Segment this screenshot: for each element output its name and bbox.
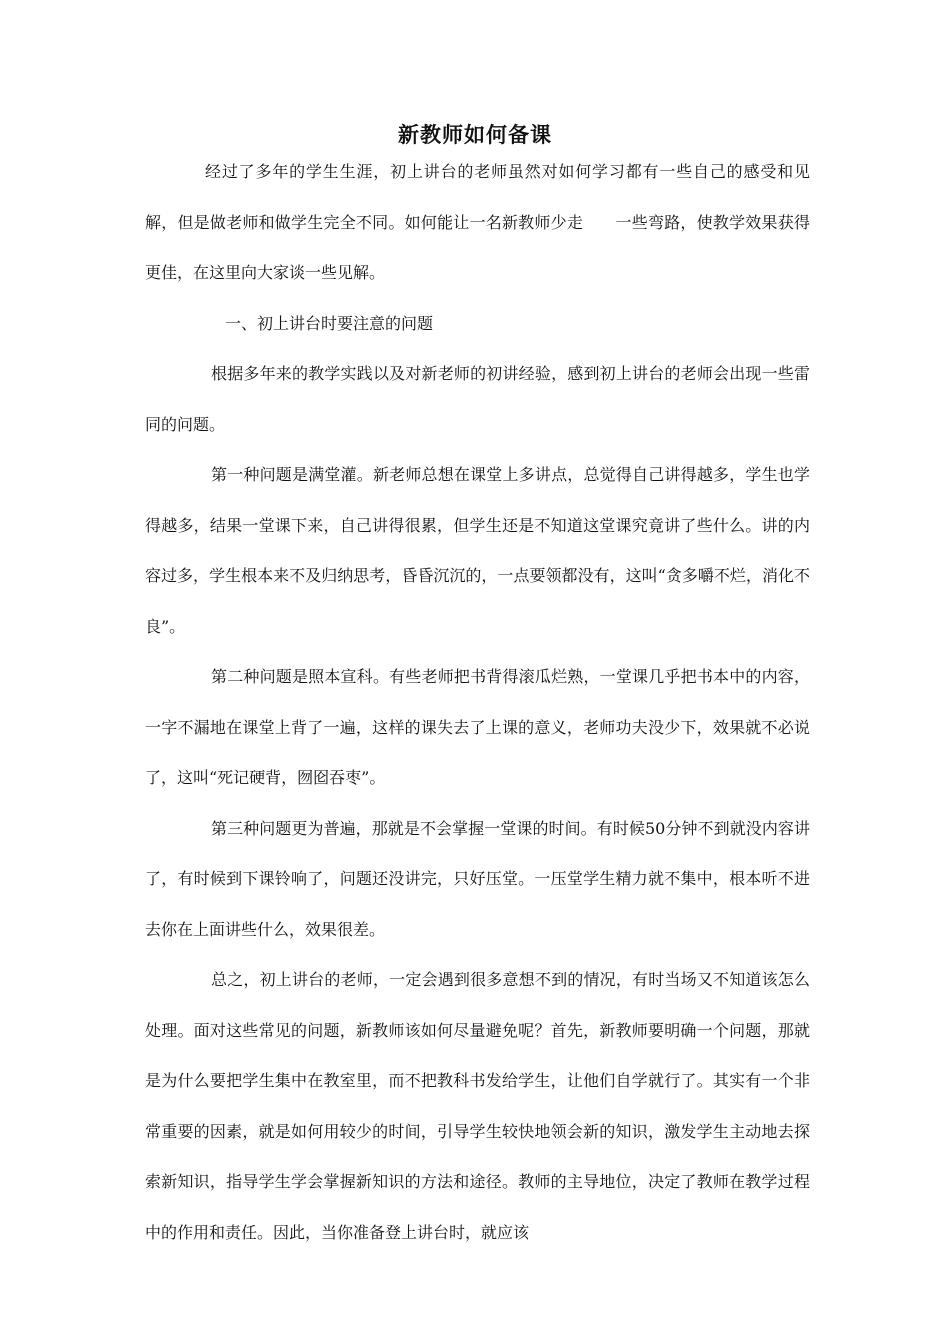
body-paragraph: 根据多年来的教学实践以及对新老师的初讲经验，感到初上讲台的老师会出现一些雷同的问题。	[145, 364, 810, 434]
document-body	[145, 147, 810, 1258]
section-heading: 一、初上讲台时要注意的问题	[225, 313, 434, 333]
document-title: 新教师如何备课	[398, 122, 552, 147]
body-paragraph: 第二种问题是照本宣科。有些老师把书背得滚瓜烂熟，一堂课几乎把书本中的内容，一字不漏地在课堂上背了一遍，这样的课失去了上课的意义，老师功夫没少下，效果就不必说了，这叫“死记硬背，囫囵吞枣”。	[145, 667, 810, 787]
intro-paragraph: 经过了多年的学生生涯，初上讲台的老师虽然对如何学习都有一些自己的感受和见解，但是做老师和做学生完全不同。如何能让一名新教师少走 一些弯路，使教学效果获得更佳，在这里向大家谈一些见解。	[145, 162, 810, 282]
body-paragraph: 总之，初上讲台的老师，一定会遇到很多意想不到的情况，有时当场又不知道该怎么处理。面对这些常见的问题，新教师该如何尽量避免呢？首先，新教师要明确一个问题，那就是为什么要把学生集中在教室里，而不把教科书发给学生，让他们自学就行了。其实有一个非常重要的因素，就是如何用较少的时间，引导学生较快地领会新的知识，激发学生主动地去探索新知识，指导学生学会掌握新知识的方法和途径。教师的主导地位，决定了教师在教学过程中的作用和责任。因此，当你准备登上讲台时，就应该	[145, 970, 810, 1242]
body-paragraph: 第三种问题更为普遍，那就是不会掌握一堂课的时间。有时候50分钟不到就没内容讲了，有时候到下课铃响了，问题还没讲完，只好压堂。一压堂学生精力就不集中，根本听不进去你在上面讲些什么，效果很差。	[145, 818, 810, 939]
body-paragraph: 第一种问题是满堂灌。新老师总想在课堂上多讲点，总觉得自己讲得越多，学生也学得越多，结果一堂课下来，自己讲得很累，但学生还是不知道这堂课究竟讲了些什么。讲的内容过多，学生根本来不及归纳思考，昏昏沉沉的，一点要领都没有，这叫“贪多嚼不烂，消化不良”。	[145, 465, 810, 636]
